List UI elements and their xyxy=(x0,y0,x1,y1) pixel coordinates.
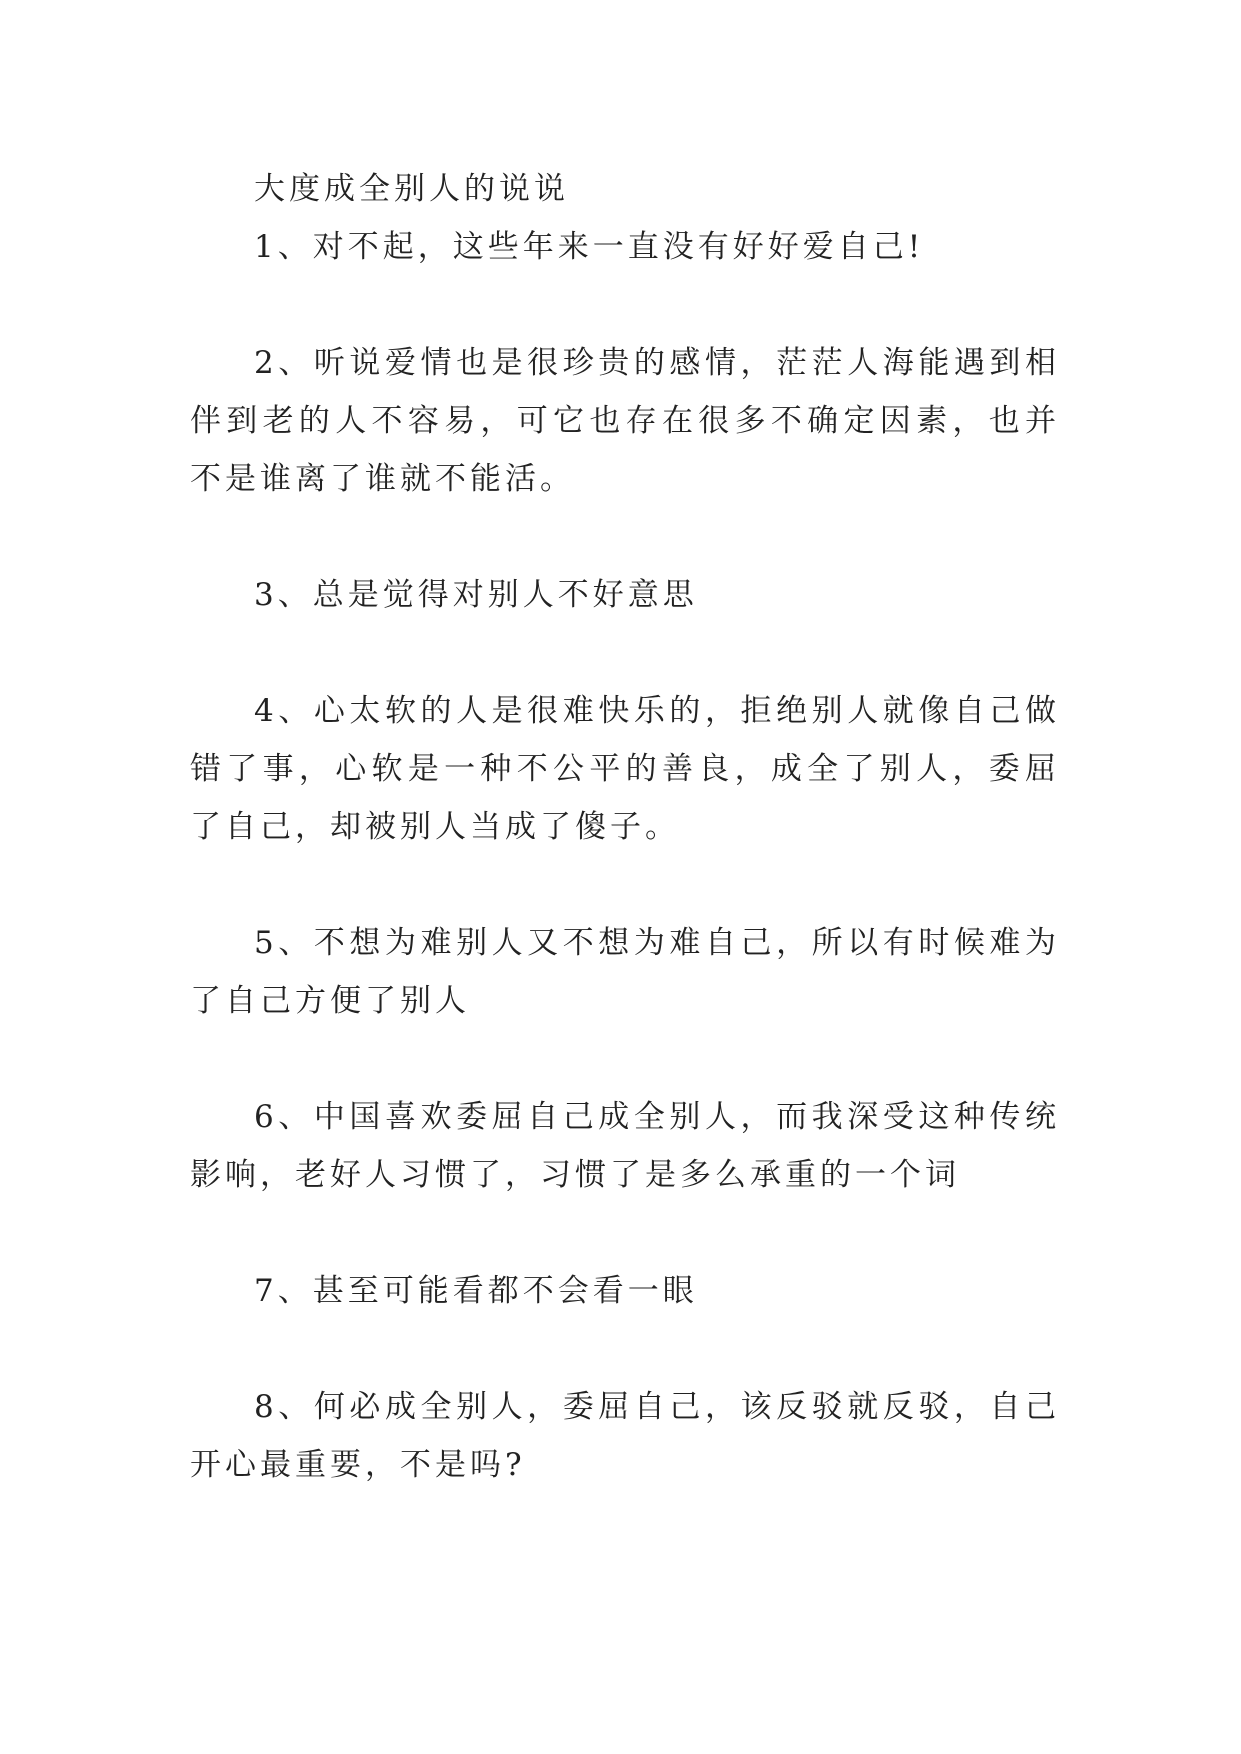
list-item: 5、不想为难别人又不想为难自己，所以有时候难为了自己方便了别人 xyxy=(190,925,1060,1019)
list-item: 8、何必成全别人，委屈自己，该反驳就反驳，自己开心最重要，不是吗? xyxy=(190,1389,1060,1483)
list-item: 7、甚至可能看都不会看一眼 xyxy=(254,1273,698,1309)
list-item: 6、中国喜欢委屈自己成全别人，而我深受这种传统影响，老好人习惯了，习惯了是多么承重的一个词 xyxy=(190,1099,1060,1193)
list-item: 1、对不起，这些年来一直没有好好爱自己! xyxy=(254,229,925,265)
list-item: 4、心太软的人是很难快乐的，拒绝别人就像自己做错了事，心软是一种不公平的善良，成全了别人，委屈了自己，却被别人当成了傻子。 xyxy=(190,693,1060,845)
document-title: 大度成全别人的说说 xyxy=(254,171,569,207)
document-body xyxy=(190,160,1060,1552)
list-item: 3、总是觉得对别人不好意思 xyxy=(254,577,698,613)
list-item: 2、听说爱情也是很珍贵的感情，茫茫人海能遇到相伴到老的人不容易，可它也存在很多不确定因素，也并不是谁离了谁就不能活。 xyxy=(190,345,1060,497)
